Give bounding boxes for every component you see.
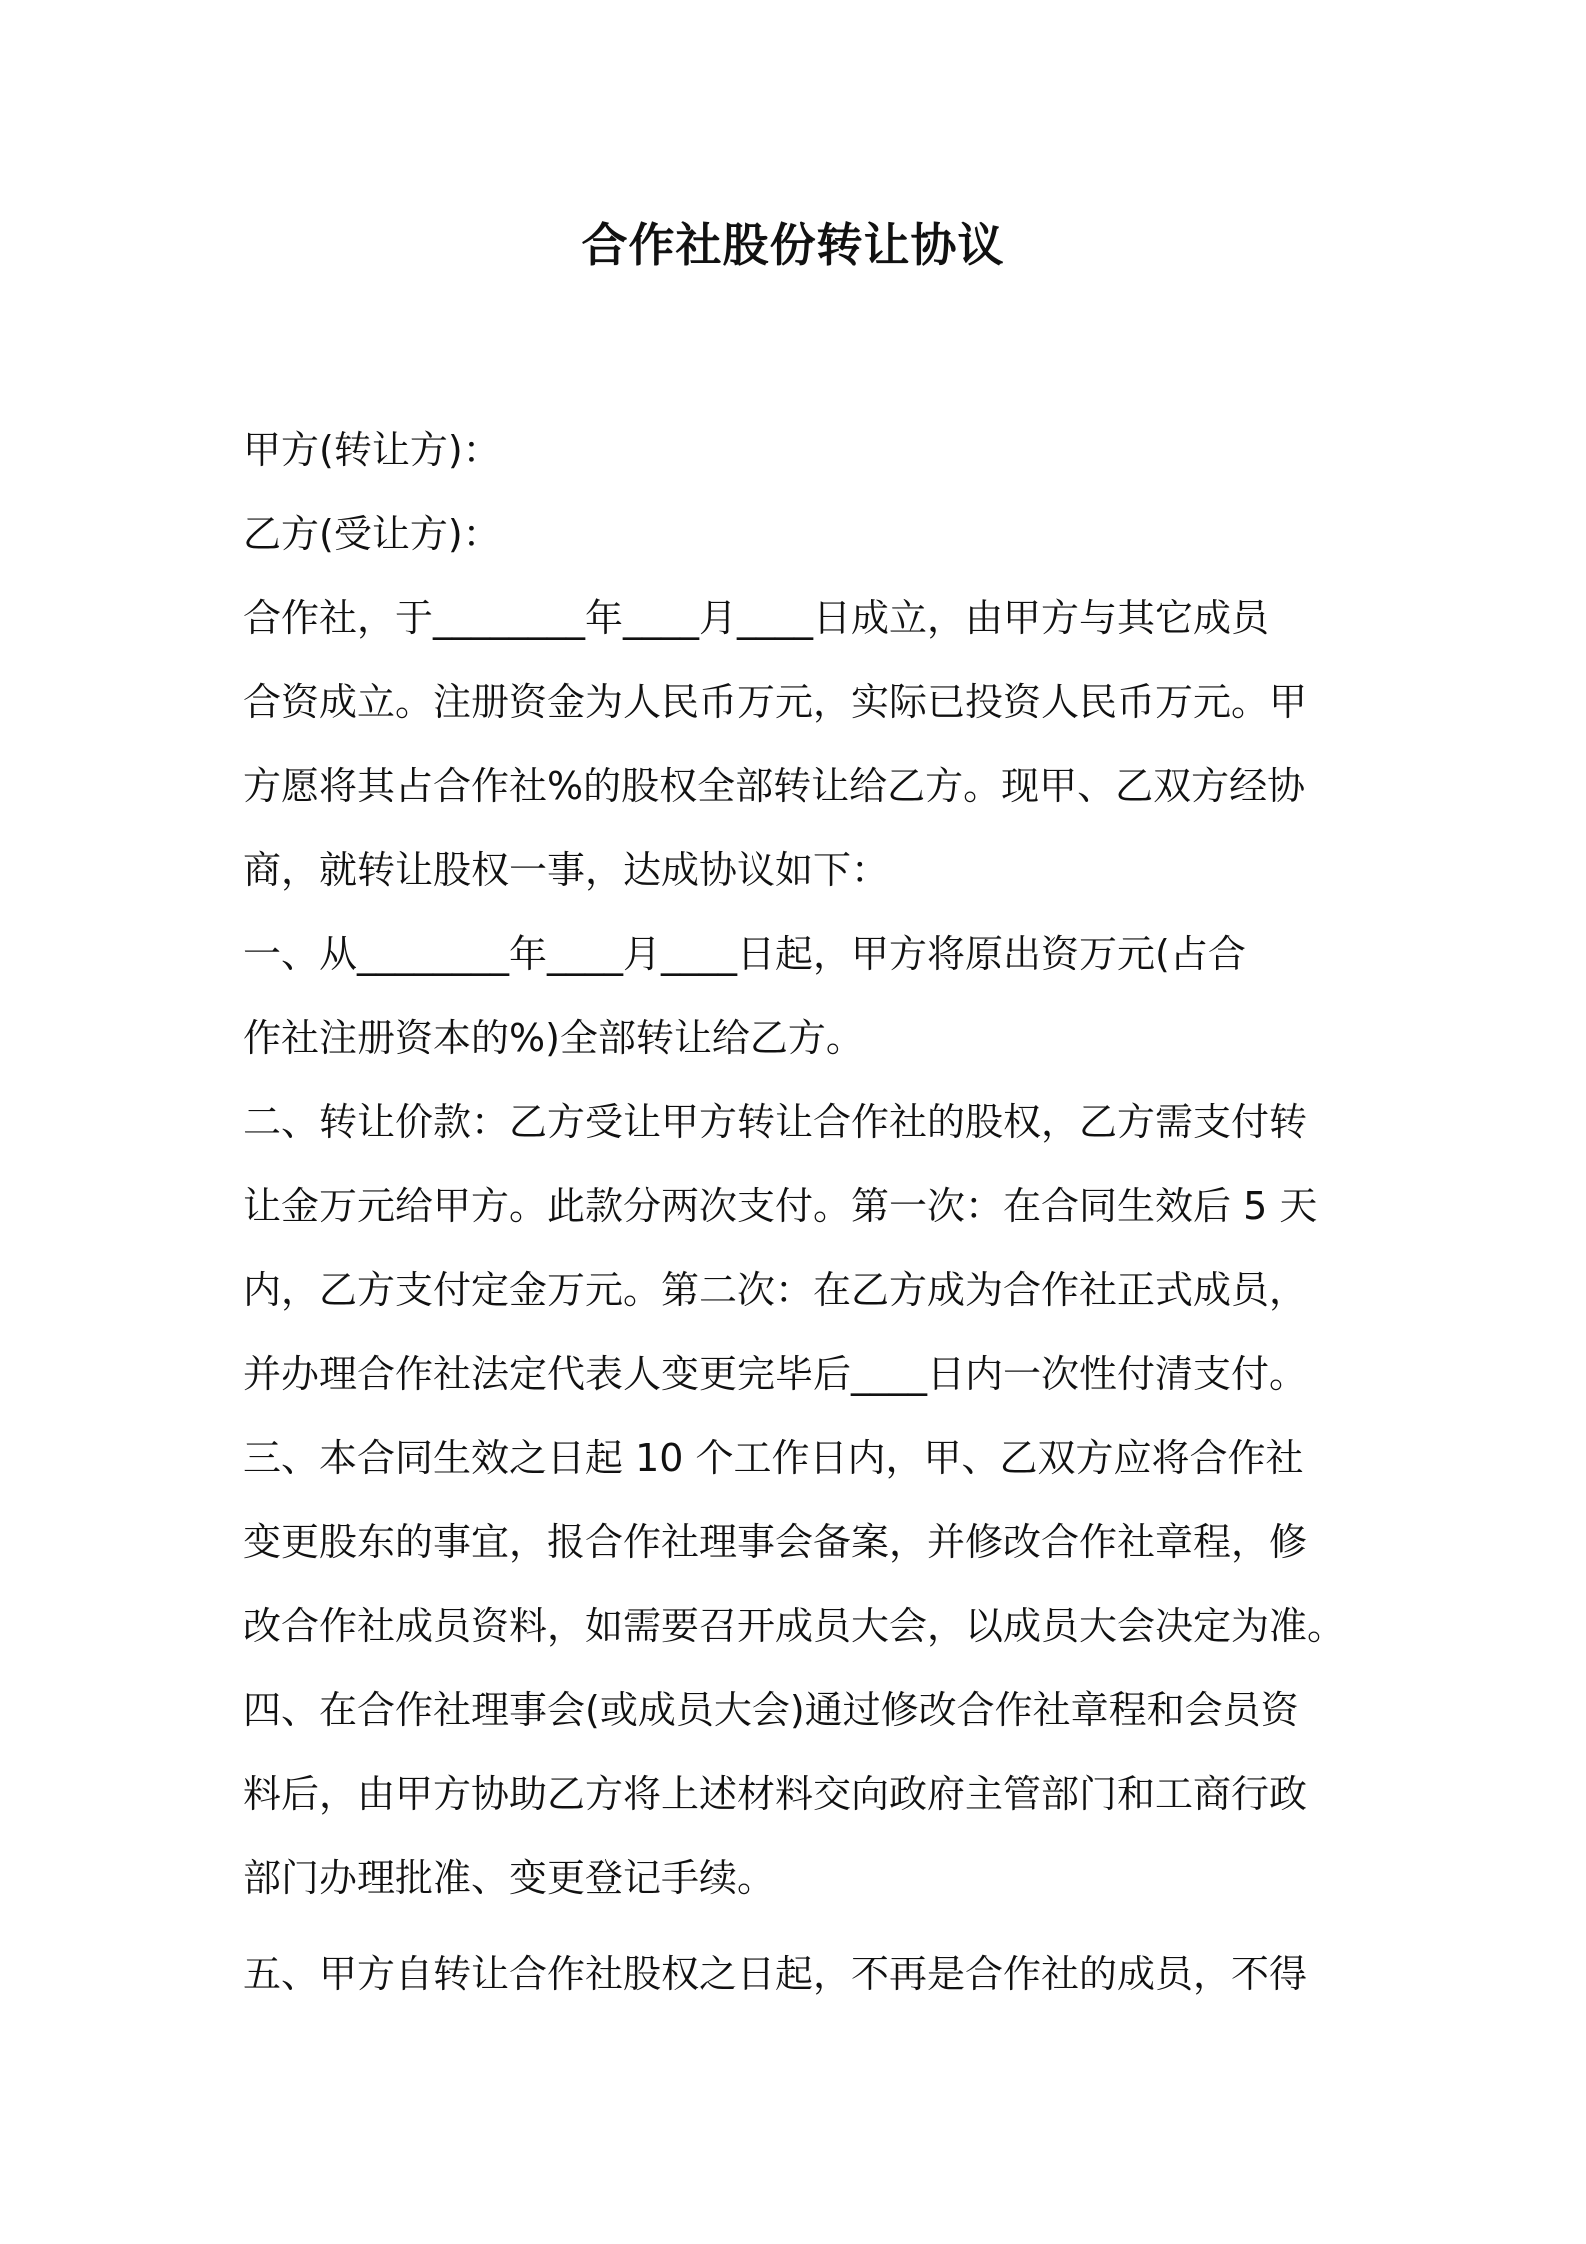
document-title: 合作社股份转让协议	[581, 218, 1005, 272]
clause-1-line-1: 一、从________年____月____日起，甲方将原出资万元(占合	[243, 932, 1246, 976]
clause-3-line-1: 三、本合同生效之日起 10 个工作日内，甲、乙双方应将合作社	[243, 1436, 1304, 1480]
clause-3-line-3: 改合作社成员资料，如需要召开成员大会，以成员大会决定为准。	[243, 1604, 1346, 1648]
party-b-line: 乙方(受让方)：	[243, 512, 501, 556]
clause-3-line-2: 变更股东的事宜，报合作社理事会备案，并修改合作社章程，修	[243, 1520, 1308, 1564]
document-body	[243, 408, 1358, 2016]
clause-4-line-2: 料后，由甲方协助乙方将上述材料交向政府主管部门和工商行政	[243, 1772, 1308, 1816]
clause-2-line-3: 内，乙方支付定金万元。第二次：在乙方成为合作社正式成员，	[243, 1268, 1308, 1312]
clause-5-line-1: 五、甲方自转让合作社股权之日起，不再是合作社的成员，不得	[243, 1952, 1308, 1996]
intro-line-3: 方愿将其占合作社%的股权全部转让给乙方。现甲、乙双方经协	[243, 764, 1306, 808]
clause-1-line-2: 作社注册资本的%)全部转让给乙方。	[243, 1016, 864, 1060]
clause-2-line-4: 并办理合作社法定代表人变更完毕后____日内一次性付清支付。	[243, 1352, 1308, 1396]
clause-2-line-1: 二、转让价款：乙方受让甲方转让合作社的股权，乙方需支付转	[243, 1100, 1308, 1144]
intro-line-2: 合资成立。注册资金为人民币万元，实际已投资人民币万元。甲	[243, 680, 1308, 724]
intro-line-1: 合作社，于________年____月____日成立，由甲方与其它成员	[243, 596, 1270, 640]
intro-line-4: 商，就转让股权一事，达成协议如下：	[243, 848, 890, 892]
clause-4-line-1: 四、在合作社理事会(或成员大会)通过修改合作社章程和会员资	[243, 1688, 1299, 1732]
clause-2-line-2: 让金万元给甲方。此款分两次支付。第一次：在合同生效后 5 天	[243, 1184, 1318, 1228]
party-a-line: 甲方(转让方)：	[243, 428, 501, 472]
clause-4-line-3: 部门办理批准、变更登记手续。	[243, 1856, 776, 1900]
